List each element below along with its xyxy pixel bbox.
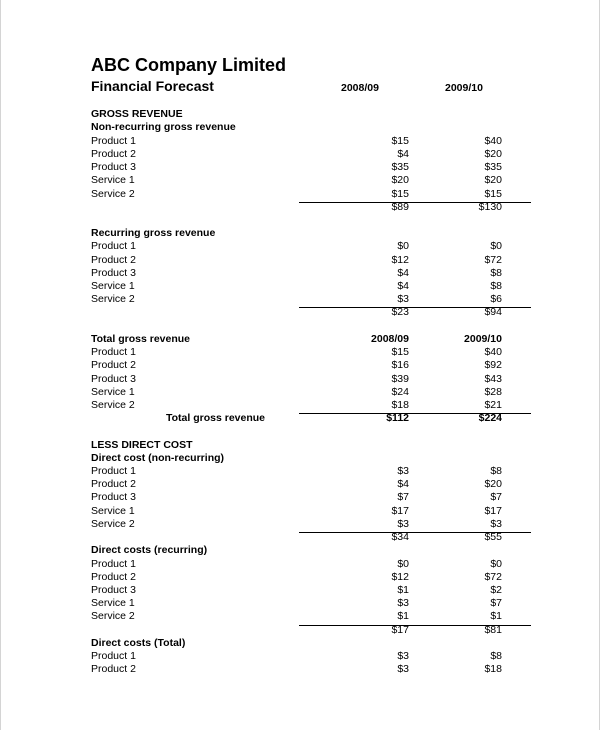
gross-revenue-heading: GROSS REVENUE [91, 108, 183, 120]
cell-2008-09: $3 [397, 518, 409, 530]
direct-cost-heading: LESS DIRECT COST [91, 439, 193, 451]
total-gross-revenue-heading: Total gross revenue [91, 333, 191, 345]
cell-2008-09: $16 [391, 359, 409, 371]
cell-2008-09: $0 [397, 558, 409, 570]
cell-2009-10: $72 [484, 571, 502, 583]
row-label: Product 3 [91, 161, 136, 173]
cell-2009-10: $6 [490, 293, 502, 305]
row-label: Product 3 [91, 491, 136, 503]
cell-2009-10: $35 [484, 161, 502, 173]
cell-2009-10: $72 [484, 254, 502, 266]
row-label: Product 2 [91, 663, 136, 675]
row-label: Service 1 [91, 386, 135, 398]
cell-2009-10: $40 [484, 346, 502, 358]
total-2009-10: $224 [478, 412, 502, 424]
row-label: Product 1 [91, 346, 136, 358]
cell-2009-10: $3 [490, 518, 502, 530]
subtotal-2009-10: $55 [484, 531, 502, 543]
subtotal-2008-09: $17 [391, 624, 409, 636]
row-label: Service 1 [91, 505, 135, 517]
row-label: Product 2 [91, 359, 136, 371]
cell-2008-09: $15 [391, 135, 409, 147]
cell-2009-10: $20 [484, 148, 502, 160]
cell-2008-09: $4 [397, 478, 409, 490]
cell-2009-10: $20 [484, 478, 502, 490]
cell-2009-10: $18 [484, 663, 502, 675]
cell-2009-10: $20 [484, 174, 502, 186]
row-label: Service 2 [91, 518, 135, 530]
column-header-2008-09: 2008/09 [341, 82, 379, 94]
subtotal-2008-09: $23 [391, 306, 409, 318]
cell-2008-09: $24 [391, 386, 409, 398]
total-gross-revenue-label: Total gross revenue [166, 412, 266, 424]
subtotal-2009-10: $81 [484, 624, 502, 636]
nonrecurring-revenue-heading: Non-recurring gross revenue [91, 121, 236, 133]
cell-2009-10: $7 [490, 491, 502, 503]
cell-2009-10: $8 [490, 465, 502, 477]
cell-2009-10: $28 [484, 386, 502, 398]
cell-2008-09: $7 [397, 491, 409, 503]
cell-2008-09: $1 [397, 584, 409, 596]
cell-2008-09: $3 [397, 663, 409, 675]
cell-2008-09: $3 [397, 465, 409, 477]
total-2008-09: $112 [386, 412, 409, 424]
cell-2008-09: $39 [391, 373, 409, 385]
cell-2008-09: $17 [391, 505, 409, 517]
cell-2008-09: $1 [397, 610, 409, 622]
cell-2009-10: $1 [490, 610, 502, 622]
column-header-2008-09: 2008/09 [371, 333, 409, 345]
row-label: Product 3 [91, 373, 136, 385]
row-label: Service 1 [91, 174, 135, 186]
row-label: Product 3 [91, 584, 136, 596]
direct-cost-recurring-heading: Direct costs (recurring) [91, 544, 208, 556]
recurring-revenue-heading: Recurring gross revenue [91, 227, 216, 239]
row-label: Product 2 [91, 571, 136, 583]
document-title: Financial Forecast [91, 78, 214, 94]
cell-2009-10: $92 [484, 359, 502, 371]
row-label: Product 2 [91, 254, 136, 266]
cell-2008-09: $0 [397, 240, 409, 252]
direct-cost-total-heading: Direct costs (Total) [91, 637, 186, 649]
cell-2008-09: $3 [397, 597, 409, 609]
row-label: Product 3 [91, 267, 136, 279]
cell-2009-10: $40 [484, 135, 502, 147]
row-label: Service 2 [91, 188, 135, 200]
cell-2009-10: $8 [490, 280, 502, 292]
company-name: ABC Company Limited [91, 55, 287, 75]
cell-2008-09: $12 [391, 571, 409, 583]
cell-2009-10: $8 [490, 650, 502, 662]
cell-2008-09: $4 [397, 267, 409, 279]
cell-2009-10: $0 [490, 240, 502, 252]
cell-2008-09: $20 [391, 174, 409, 186]
row-label: Service 2 [91, 610, 135, 622]
cell-2009-10: $43 [484, 373, 502, 385]
cell-2009-10: $8 [490, 267, 502, 279]
row-label: Service 1 [91, 280, 135, 292]
row-label: Product 2 [91, 148, 136, 160]
subtotal-2009-10: $94 [484, 306, 502, 318]
row-label: Product 1 [91, 465, 136, 477]
cell-2008-09: $15 [391, 346, 409, 358]
row-label: Service 1 [91, 597, 135, 609]
row-label: Product 1 [91, 135, 136, 147]
direct-cost-nonrecurring-heading: Direct cost (non-recurring) [91, 452, 225, 464]
subtotal-2008-09: $89 [391, 201, 409, 213]
row-label: Product 1 [91, 650, 136, 662]
row-label: Product 1 [91, 558, 136, 570]
subtotal-2008-09: $34 [391, 531, 409, 543]
cell-2008-09: $4 [397, 148, 409, 160]
cell-2008-09: $15 [391, 188, 409, 200]
column-header-2009-10: 2009/10 [464, 333, 502, 345]
row-label: Product 2 [91, 478, 136, 490]
cell-2008-09: $18 [391, 399, 409, 411]
cell-2009-10: $2 [490, 584, 502, 596]
cell-2008-09: $3 [397, 650, 409, 662]
row-label: Service 2 [91, 399, 135, 411]
cell-2008-09: $35 [391, 161, 409, 173]
cell-2009-10: $7 [490, 597, 502, 609]
cell-2009-10: $15 [484, 188, 502, 200]
subtotal-2009-10: $130 [478, 201, 502, 213]
cell-2008-09: $3 [397, 293, 409, 305]
cell-2008-09: $12 [391, 254, 409, 266]
cell-2009-10: $17 [484, 505, 502, 517]
cell-2009-10: $21 [484, 399, 502, 411]
cell-2008-09: $4 [397, 280, 409, 292]
cell-2009-10: $0 [490, 558, 502, 570]
column-header-2009-10: 2009/10 [445, 82, 483, 94]
row-label: Product 1 [91, 240, 136, 252]
row-label: Service 2 [91, 293, 135, 305]
